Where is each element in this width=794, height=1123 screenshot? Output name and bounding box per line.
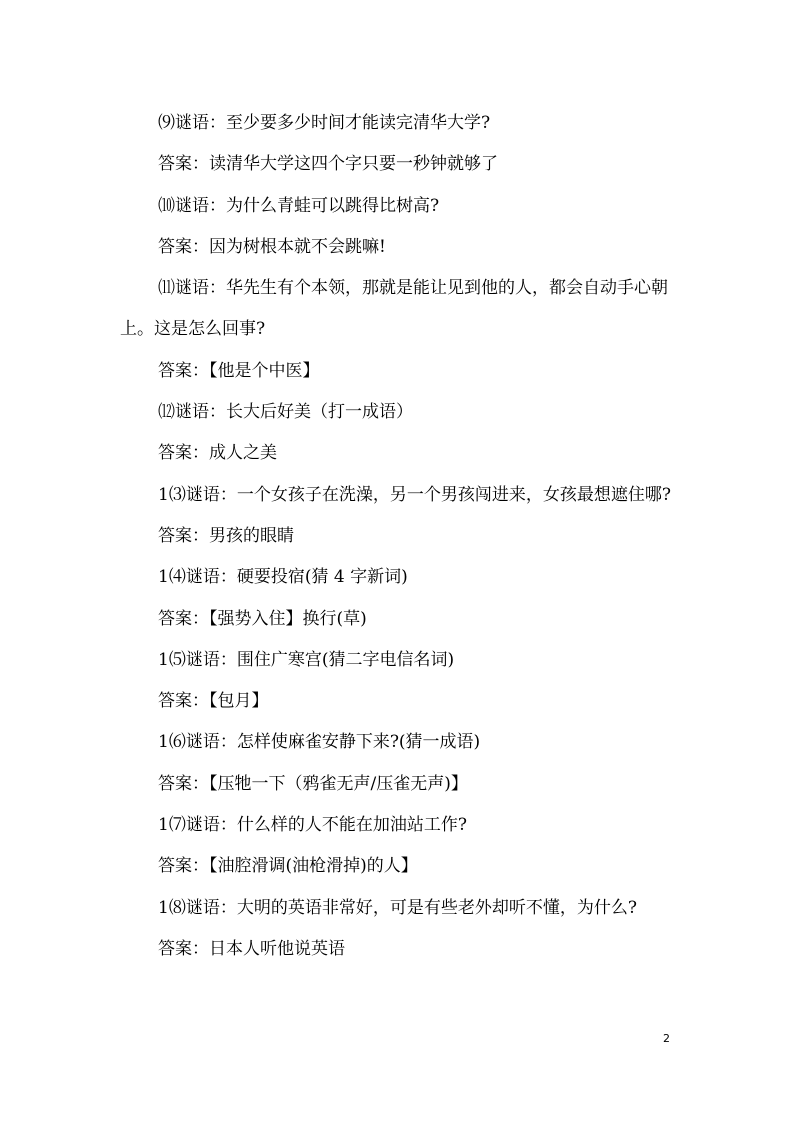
paragraph: 答案：【强势入住】换行(草) — [158, 608, 367, 629]
paragraph: 答案：读清华大学这四个字只要一秒钟就够了 — [158, 154, 498, 175]
paragraph: ⑾谜语：华先生有个本领，那就是能让见到他的人，都会自动手心朝上。这是怎么回事? — [120, 278, 668, 340]
paragraph: 答案：因为树根本就不会跳嘛! — [158, 236, 386, 257]
paragraph: 1⑹谜语：怎样使麻雀安静下来?(猜一成语) — [158, 732, 481, 753]
paragraph: 答案：【压牠一下（鸦雀无声/压雀无声)】 — [158, 773, 468, 794]
paragraph: 1⑷谜语：硬要投宿(猜 4 字新词) — [158, 567, 408, 588]
paragraph: 答案：日本人听他说英语 — [158, 938, 345, 959]
paragraph: 1⑶谜语：一个女孩子在洗澡，另一个男孩闯进来，女孩最想遮住哪? — [158, 484, 671, 505]
paragraph: 1⑻谜语：大明的英语非常好，可是有些老外却听不懂，为什么? — [158, 897, 637, 918]
paragraph: ⑼谜语：至少要多少时间才能读完清华大学? — [158, 113, 491, 133]
paragraph: ⑿谜语：长大后好美（打一成语） — [158, 402, 413, 423]
paragraph: 1⑸谜语：围住广寒宫(猜二字电信名词) — [158, 649, 455, 670]
paragraph: 答案：【他是个中医】 — [158, 360, 320, 381]
paragraph: 答案：【油腔滑调(油枪滑掉)的人】 — [158, 856, 418, 877]
paragraph: 1⑺谜语：什么样的人不能在加油站工作? — [158, 815, 467, 836]
paragraph: 答案：成人之美 — [158, 443, 277, 464]
paragraph: 答案：男孩的眼睛 — [158, 525, 294, 546]
page-number: 2 — [663, 1032, 670, 1045]
document-body — [120, 103, 690, 970]
paragraph: ⑽谜语：为什么青蛙可以跳得比树高? — [158, 195, 440, 216]
paragraph: 答案：【包月】 — [158, 691, 269, 712]
